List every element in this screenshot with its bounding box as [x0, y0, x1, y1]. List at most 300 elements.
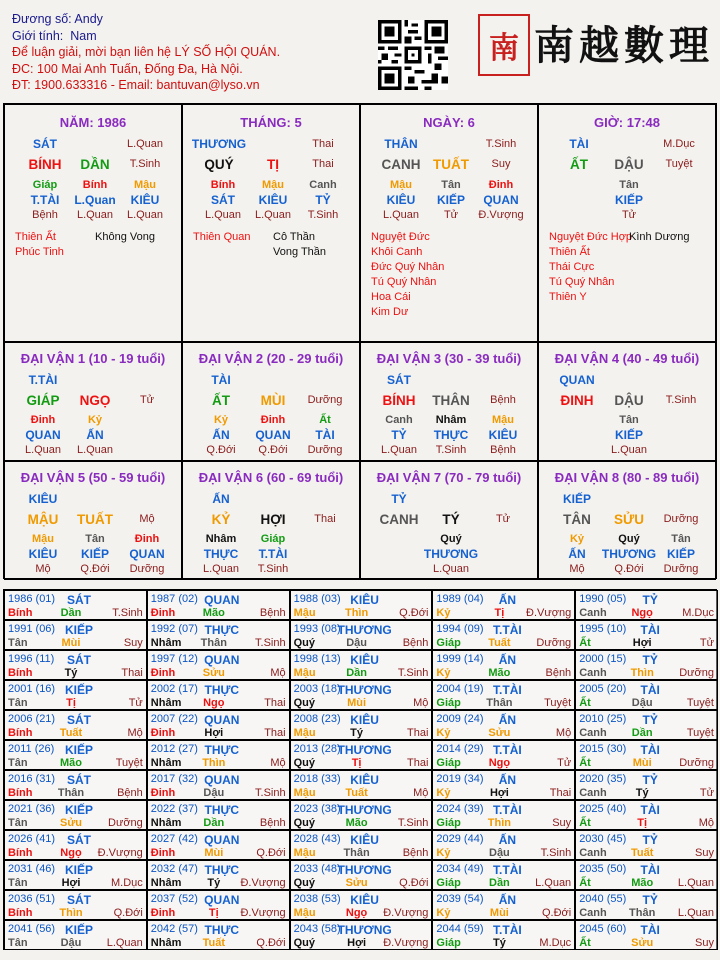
year-cell[interactable]	[575, 590, 718, 620]
year-ten-god: KIẾP	[64, 923, 94, 937]
year-stage: Thai	[549, 787, 572, 799]
hidden-stem: Ất	[319, 414, 331, 426]
year-stage: Bệnh	[259, 817, 286, 829]
year-label: 1988 (03)	[293, 593, 341, 605]
year-branch: Sửu	[59, 817, 83, 829]
year-label: 2031 (46)	[8, 863, 56, 875]
year-stage: T.Sinh	[540, 847, 572, 859]
year-stem: Ất	[579, 697, 591, 709]
year-label: 2022 (37)	[150, 803, 198, 815]
year-cell[interactable]	[575, 740, 718, 770]
qr-code-icon[interactable]	[378, 20, 448, 90]
year-stage: Tử	[128, 697, 143, 709]
branch-god: Thai	[312, 138, 334, 150]
year-label: 1997 (12)	[150, 653, 198, 665]
year-cell[interactable]	[575, 710, 718, 740]
hidden-ten-god: KIẾP	[614, 193, 643, 207]
pillar-cell-1[interactable]	[4, 104, 182, 342]
year-cell[interactable]	[575, 800, 718, 830]
dai-van-cell-6[interactable]	[182, 461, 360, 580]
dai-van-cell-4[interactable]	[538, 342, 716, 461]
year-branch: Sửu	[488, 727, 511, 739]
year-cell[interactable]	[432, 620, 575, 650]
year-cell[interactable]	[575, 920, 718, 950]
year-stem: Mậu	[293, 667, 316, 679]
year-branch: Dần	[60, 607, 82, 619]
heavenly-stem: GIÁP	[26, 393, 60, 408]
stem-god: SÁT	[387, 373, 411, 387]
year-label: 1986 (01)	[8, 593, 56, 605]
life-stage: Thai	[312, 158, 334, 170]
stem-god: KIÊU	[28, 492, 58, 506]
pillar-cell-3[interactable]	[360, 104, 538, 342]
year-stem: Đinh	[150, 787, 176, 799]
year-branch: Tuất	[59, 727, 83, 739]
year-cell[interactable]	[575, 830, 718, 860]
year-cell[interactable]	[432, 890, 575, 920]
year-stem: Mậu	[293, 607, 316, 619]
year-stage: Tử	[557, 757, 572, 769]
dai-van-cell-5[interactable]	[4, 461, 182, 580]
year-label: 1996 (11)	[8, 653, 55, 665]
year-label: 2010 (25)	[579, 713, 627, 725]
year-label: 1994 (09)	[436, 623, 484, 635]
hidden-stage: Q.Đới	[206, 444, 236, 456]
year-stage: Đ.Vượng	[240, 907, 286, 919]
hidden-stage: L.Quan	[382, 209, 420, 221]
hidden-ten-god: ẤN	[212, 428, 230, 442]
year-label: 2032 (47)	[150, 863, 198, 875]
hidden-stem: Tân	[85, 533, 105, 545]
spirit-star: Kim Dư	[371, 306, 409, 318]
pillar-title: GIỜ: 17:48	[593, 115, 660, 130]
stem-god: TÀI	[211, 373, 231, 387]
year-label: 2026 (41)	[8, 833, 56, 845]
hidden-ten-god: QUAN	[25, 428, 61, 442]
year-ten-god: THƯƠNG	[337, 743, 392, 757]
hidden-stage: L.Quan	[432, 563, 470, 575]
dai-van-title: ĐẠI VẬN 5 (50 - 59 tuổi)	[20, 470, 166, 485]
year-cell[interactable]	[4, 770, 147, 800]
hidden-ten-god: THỰC	[433, 428, 469, 442]
year-label: 2021 (36)	[8, 803, 56, 815]
year-ten-god: T.TÀI	[493, 863, 522, 877]
year-stage: Mộ	[698, 817, 714, 829]
stem-god: T.TÀI	[28, 373, 58, 387]
spirit-star: Thiên Quan	[193, 231, 251, 243]
hidden-ten-god: ẤN	[86, 428, 104, 442]
year-stage: Dưỡng	[679, 757, 714, 769]
year-branch: Hợi	[204, 727, 224, 739]
year-ten-god: THƯƠNG	[337, 683, 392, 697]
year-ten-god: TỶ	[642, 893, 658, 907]
year-label: 2028 (43)	[293, 833, 341, 845]
year-stem: Kỷ	[436, 727, 451, 739]
year-ten-god: QUAN	[204, 893, 240, 907]
year-cell[interactable]	[432, 800, 575, 830]
hidden-ten-god: KIÊU	[488, 428, 518, 442]
year-stage: Đ.Vượng	[240, 877, 286, 889]
hidden-ten-god: KIÊU	[130, 193, 160, 207]
year-stage: L.Quan	[106, 937, 143, 949]
earthly-branch: MÙI	[260, 393, 286, 408]
hidden-stem: Quý	[440, 533, 462, 545]
year-cell[interactable]	[432, 590, 575, 620]
hidden-stage: Bệnh	[490, 444, 516, 456]
year-ten-god: TỶ	[642, 773, 658, 787]
year-ten-god: KIÊU	[350, 593, 379, 607]
year-branch: Tý	[64, 667, 78, 679]
gender-value: Nam	[70, 28, 97, 43]
year-branch: Ngọ	[60, 847, 82, 859]
year-stem: Bính	[8, 907, 33, 919]
year-stem: Ất	[579, 817, 591, 829]
year-cell[interactable]	[432, 740, 575, 770]
year-ten-god: QUAN	[204, 653, 240, 667]
year-stem: Tân	[8, 757, 28, 769]
year-label: 2005 (20)	[579, 683, 627, 695]
year-cell[interactable]	[432, 920, 575, 950]
year-stage: Dưỡng	[536, 637, 572, 649]
year-stage: Thai	[121, 667, 143, 679]
hidden-stem: Đinh	[488, 179, 514, 191]
earthly-branch: DẦN	[80, 157, 110, 172]
year-stem: Tân	[8, 637, 28, 649]
year-stage: Đ.Vượng	[383, 937, 429, 949]
year-stage: Mộ	[413, 787, 429, 799]
hidden-stem: Kỷ	[87, 414, 103, 426]
year-branch: Tuất	[488, 637, 511, 649]
year-stage: Tuyệt	[686, 697, 714, 709]
year-branch: Ngọ	[631, 607, 653, 619]
year-stage: Suy	[695, 847, 714, 859]
year-ten-god: ẤN	[498, 713, 517, 727]
year-cell[interactable]	[147, 620, 290, 650]
year-cell[interactable]	[4, 800, 147, 830]
pillar-cell-4[interactable]	[538, 104, 716, 342]
year-label: 2001 (16)	[8, 683, 56, 695]
heavenly-stem: TÂN	[563, 512, 591, 527]
year-cell[interactable]	[432, 770, 575, 800]
year-stem: Giáp	[436, 697, 461, 709]
person-info	[12, 11, 280, 94]
year-stage: Bệnh	[402, 847, 429, 859]
year-stage: L.Quan	[677, 907, 714, 919]
year-ten-god: SÁT	[67, 773, 91, 787]
earthly-branch: THÂN	[432, 393, 470, 408]
hidden-stage: L.Quan	[126, 209, 164, 221]
year-cell[interactable]	[147, 740, 290, 770]
hidden-ten-god: KIẾP	[80, 547, 109, 561]
year-stem: Nhâm	[150, 877, 182, 889]
hidden-ten-god: THỰC	[203, 547, 239, 561]
year-label: 2012 (27)	[150, 743, 198, 755]
owner-name: Đương số: Andy	[12, 12, 103, 26]
year-cell[interactable]	[4, 680, 147, 710]
year-stage: Tử	[699, 787, 714, 799]
year-ten-god: T.TÀI	[493, 623, 522, 637]
hidden-stage: Bệnh	[32, 209, 58, 221]
year-stage: T.Sinh	[112, 607, 143, 619]
year-ten-god: KIẾP	[64, 623, 94, 637]
year-label: 2009 (24)	[436, 713, 484, 725]
year-branch: Sửu	[345, 877, 368, 889]
year-stage: Tuyệt	[686, 727, 714, 739]
year-stage: Mộ	[270, 667, 286, 679]
year-cell[interactable]	[575, 890, 718, 920]
year-label: 2045 (60)	[579, 923, 627, 935]
year-cell[interactable]	[147, 650, 290, 680]
year-branch: Thìn	[202, 757, 226, 769]
year-cell[interactable]	[432, 680, 575, 710]
year-ten-god: T.TÀI	[493, 803, 522, 817]
year-cell[interactable]	[147, 710, 290, 740]
spirit-star: Cô Thần	[273, 231, 315, 243]
year-label: 2018 (33)	[293, 773, 341, 785]
year-stem: Kỷ	[436, 847, 451, 859]
year-cell[interactable]	[432, 710, 575, 740]
hidden-ten-god: TỶ	[315, 193, 331, 207]
pillar-title: NGÀY: 6	[423, 115, 475, 130]
branch-god: M.Dục	[663, 138, 695, 150]
year-stem: Kỷ	[436, 787, 451, 799]
year-label: 2030 (45)	[579, 833, 627, 845]
life-stage: Bệnh	[490, 394, 516, 406]
year-cell[interactable]	[147, 770, 290, 800]
dai-van-cell-1[interactable]	[4, 342, 182, 461]
dai-van-title: ĐẠI VẬN 2 (20 - 29 tuổi)	[198, 351, 344, 366]
hidden-stem: Đinh	[134, 533, 160, 545]
year-ten-god: THỰC	[204, 863, 240, 877]
year-cell[interactable]	[4, 860, 147, 890]
chart-grid	[3, 103, 717, 579]
year-cell[interactable]	[432, 650, 575, 680]
year-cell[interactable]	[147, 800, 290, 830]
year-cell[interactable]	[575, 650, 718, 680]
year-stage: Suy	[695, 937, 714, 949]
year-stem: Mậu	[293, 907, 316, 919]
year-label: 2041 (56)	[8, 923, 56, 935]
phone-email-line[interactable]: ĐT: 1900.633316 - Email: bantuvan@lyso.vn	[12, 78, 260, 92]
hidden-stem: Mậu	[262, 179, 284, 191]
year-cell[interactable]	[147, 680, 290, 710]
year-branch: Mão	[202, 607, 225, 619]
year-stem: Đinh	[150, 667, 176, 679]
year-cell[interactable]	[575, 620, 718, 650]
pillar-cell-2[interactable]	[182, 104, 360, 342]
contact-cta: Để luận giải, mời bạn liên hệ LÝ SỐ HỘI QUÁN.	[12, 45, 281, 59]
hidden-stem: Mậu	[134, 179, 156, 191]
year-branch: Dần	[346, 667, 367, 679]
hidden-ten-god: KIÊU	[386, 193, 416, 207]
year-branch: Tị	[351, 757, 362, 769]
year-stem: Đinh	[150, 907, 176, 919]
life-stage: Thai	[314, 513, 336, 525]
year-branch: Thìn	[344, 607, 369, 619]
hidden-ten-god: QUAN	[129, 547, 165, 561]
earthly-branch: TÝ	[442, 512, 460, 527]
year-branch: Dậu	[203, 787, 225, 799]
year-branch: Mão	[345, 817, 368, 829]
year-cell[interactable]	[290, 650, 433, 680]
year-cell[interactable]	[290, 830, 433, 860]
year-cell[interactable]	[290, 890, 433, 920]
hidden-stage: L.Quan	[76, 444, 114, 456]
year-branch: Ngọ	[345, 907, 368, 919]
year-cell[interactable]	[432, 830, 575, 860]
year-ten-god: QUAN	[204, 593, 240, 607]
year-branch: Tuất	[630, 847, 654, 859]
year-stage: Q.Đới	[399, 877, 429, 889]
year-cell[interactable]	[147, 920, 290, 950]
year-label: 2017 (32)	[150, 773, 198, 785]
spirit-star: Thái Cực	[549, 261, 595, 273]
year-cell[interactable]	[290, 770, 433, 800]
earthly-branch: HỢI	[260, 512, 286, 527]
year-ten-god: KIÊU	[350, 713, 379, 727]
hidden-stem: Quý	[618, 533, 640, 545]
year-ten-god: T.TÀI	[493, 743, 522, 757]
year-ten-god: THỰC	[204, 923, 240, 937]
year-stage: T.Sinh	[397, 667, 429, 679]
year-stage: Tử	[699, 637, 714, 649]
year-stem: Đinh	[150, 727, 176, 739]
hidden-ten-god: L.Quan	[74, 193, 116, 207]
year-label: 2000 (15)	[579, 653, 627, 665]
year-ten-god: SÁT	[67, 653, 91, 667]
year-branch: Dậu	[60, 937, 82, 949]
year-cell[interactable]	[575, 680, 718, 710]
year-cell[interactable]	[4, 710, 147, 740]
hidden-ten-god: SÁT	[211, 193, 235, 207]
year-stem: Canh	[579, 667, 607, 679]
year-branch: Dậu	[489, 847, 510, 859]
year-stem: Bính	[8, 787, 33, 799]
spirit-star: Thiên Ất	[15, 231, 56, 243]
hidden-ten-god: THƯƠNG	[601, 547, 657, 561]
year-cell[interactable]	[4, 920, 147, 950]
dai-van-cell-3[interactable]	[360, 342, 538, 461]
year-cell[interactable]	[147, 860, 290, 890]
year-stage: Suy	[123, 637, 143, 649]
year-branch: Dần	[203, 817, 225, 829]
year-ten-god: ẤN	[498, 653, 517, 667]
year-branch: Tý	[207, 877, 221, 889]
year-label: 1991 (06)	[8, 623, 56, 635]
hidden-stage: Q.Đới	[258, 444, 288, 456]
hidden-stem: Mậu	[32, 533, 54, 545]
year-cell[interactable]	[4, 590, 147, 620]
year-stage: T.Sinh	[397, 817, 429, 829]
life-stage: T.Sinh	[129, 158, 161, 170]
year-ten-god: THƯƠNG	[337, 923, 392, 937]
year-cell[interactable]	[147, 830, 290, 860]
hidden-stem: Canh	[385, 414, 413, 426]
hidden-stage: L.Quan	[204, 209, 242, 221]
year-branch: Tý	[350, 727, 364, 739]
stem-god: QUAN	[559, 373, 595, 387]
hidden-stem: Đinh	[260, 414, 286, 426]
year-cell[interactable]	[290, 620, 433, 650]
year-cell[interactable]	[290, 800, 433, 830]
year-ten-god: THỰC	[204, 683, 240, 697]
hidden-stem: Tân	[619, 179, 639, 191]
hidden-ten-god: T.TÀI	[258, 547, 288, 561]
hidden-ten-god: QUAN	[255, 428, 291, 442]
year-ten-god: KIÊU	[350, 653, 379, 667]
year-cell[interactable]	[290, 680, 433, 710]
year-label: 2034 (49)	[436, 863, 484, 875]
year-stem: Ất	[579, 937, 591, 949]
hidden-stem: Giáp	[32, 179, 58, 191]
year-stage: Suy	[552, 817, 572, 829]
dai-van-cell-7[interactable]	[360, 461, 538, 580]
year-label: 2016 (31)	[8, 773, 56, 785]
year-cell[interactable]	[290, 860, 433, 890]
year-label: 1992 (07)	[150, 623, 198, 635]
year-stage: Dưỡng	[108, 817, 143, 829]
hidden-stem: Đinh	[30, 414, 56, 426]
year-branch: Hợi	[489, 787, 509, 799]
year-cell[interactable]	[4, 740, 147, 770]
life-stage: Tuyệt	[665, 158, 693, 170]
gender-label: Giới tính:	[12, 28, 64, 43]
year-ten-god: T.TÀI	[493, 923, 522, 937]
year-cell[interactable]	[290, 740, 433, 770]
year-cell[interactable]	[290, 590, 433, 620]
year-label: 1990 (05)	[579, 593, 627, 605]
year-ten-god: ẤN	[498, 773, 517, 787]
year-cell[interactable]	[290, 710, 433, 740]
year-branch: Thân	[200, 637, 227, 649]
year-stem: Nhâm	[150, 937, 182, 949]
year-cell[interactable]	[432, 860, 575, 890]
year-cell[interactable]	[575, 860, 718, 890]
year-stem: Giáp	[436, 937, 461, 949]
year-stem: Canh	[579, 727, 607, 739]
header	[0, 0, 720, 100]
year-cell[interactable]	[4, 650, 147, 680]
year-stage: Bệnh	[117, 787, 143, 799]
year-cell[interactable]	[575, 770, 718, 800]
hidden-stage: L.Quan	[24, 444, 62, 456]
year-label: 2040 (55)	[579, 893, 627, 905]
hidden-stage: Tử	[621, 209, 637, 221]
year-label: 2027 (42)	[150, 833, 198, 845]
year-label: 2029 (44)	[436, 833, 484, 845]
hidden-stem: Nhâm	[435, 414, 467, 426]
year-stem: Nhâm	[150, 697, 182, 709]
dai-van-cell-2[interactable]	[182, 342, 360, 461]
earthly-branch: TUẤT	[77, 512, 113, 527]
year-cell[interactable]	[4, 830, 147, 860]
year-label: 2039 (54)	[436, 893, 484, 905]
hidden-stage: Dưỡng	[307, 444, 343, 456]
year-cell[interactable]	[4, 620, 147, 650]
year-cell[interactable]	[147, 590, 290, 620]
dai-van-cell-8[interactable]	[538, 461, 716, 580]
year-label: 2013 (28)	[293, 743, 341, 755]
year-stem: Mậu	[293, 727, 316, 739]
year-cell[interactable]	[4, 890, 147, 920]
year-stage: Thai	[406, 727, 429, 739]
year-stage: Mộ	[270, 757, 286, 769]
year-stem: Bính	[8, 727, 33, 739]
year-cell[interactable]	[147, 890, 290, 920]
hidden-stage: L.Quan	[76, 209, 114, 221]
year-label: 2038 (53)	[293, 893, 341, 905]
year-cell[interactable]	[290, 920, 433, 950]
